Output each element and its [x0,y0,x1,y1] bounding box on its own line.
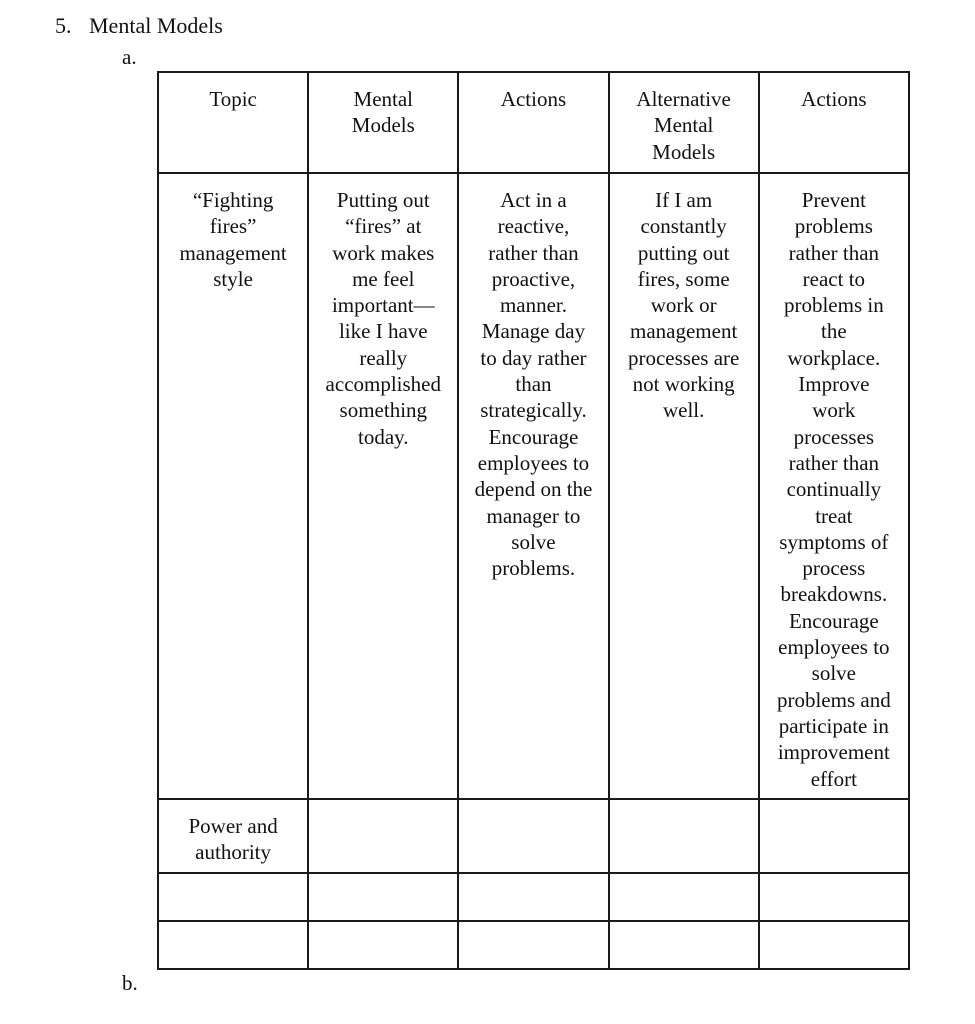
header-alternative-actions: Actions [759,72,909,173]
table-cell [609,799,759,873]
table-cell: “Fighting fires” management style [158,173,308,799]
table-cell [759,799,909,873]
header-topic: Topic [158,72,308,173]
table-cell [458,921,608,969]
table-cell [158,921,308,969]
table-cell: Prevent problems rather than react to problems in the workplace. Improve work processes rather than continually treat symptoms of process breakdowns. Encourage employees to solve problems and participate in improvement effort [759,173,909,799]
table-cell: Act in a reactive, rather than proactive, manner. Manage day to day rather than strategically. Encourage employees to depend on the manager to solve problems. [458,173,608,799]
table-cell [759,873,909,921]
table-cell [308,921,458,969]
table-cell: Putting out “fires” at work makes me feel important— like I have really accomplished something today. [308,173,458,799]
header-actions: Actions [458,72,608,173]
table-cell [458,799,608,873]
sub-item-a-label: a. [122,45,137,69]
table-cell [609,921,759,969]
table-row [158,799,909,873]
table-cell [759,921,909,969]
header-alternative-mental-models: Alternative Mental Models [609,72,759,173]
table-cell [609,873,759,921]
table-cell [158,873,308,921]
table-cell [308,799,458,873]
mental-models-table [157,71,910,970]
table-cell [308,873,458,921]
table-row [158,873,909,921]
table-cell: If I am constantly putting out fires, some work or management processes are not working well. [609,173,759,799]
table-cell: Power and authority [158,799,308,873]
sub-item-b-label: b. [122,971,138,995]
header-mental-models: Mental Models [308,72,458,173]
section-number: 5. [55,13,72,38]
table-row [158,173,909,799]
table-cell [458,873,608,921]
table-header-row [158,72,909,173]
section-title: Mental Models [89,13,223,38]
table-row [158,921,909,969]
section-heading [55,12,223,40]
